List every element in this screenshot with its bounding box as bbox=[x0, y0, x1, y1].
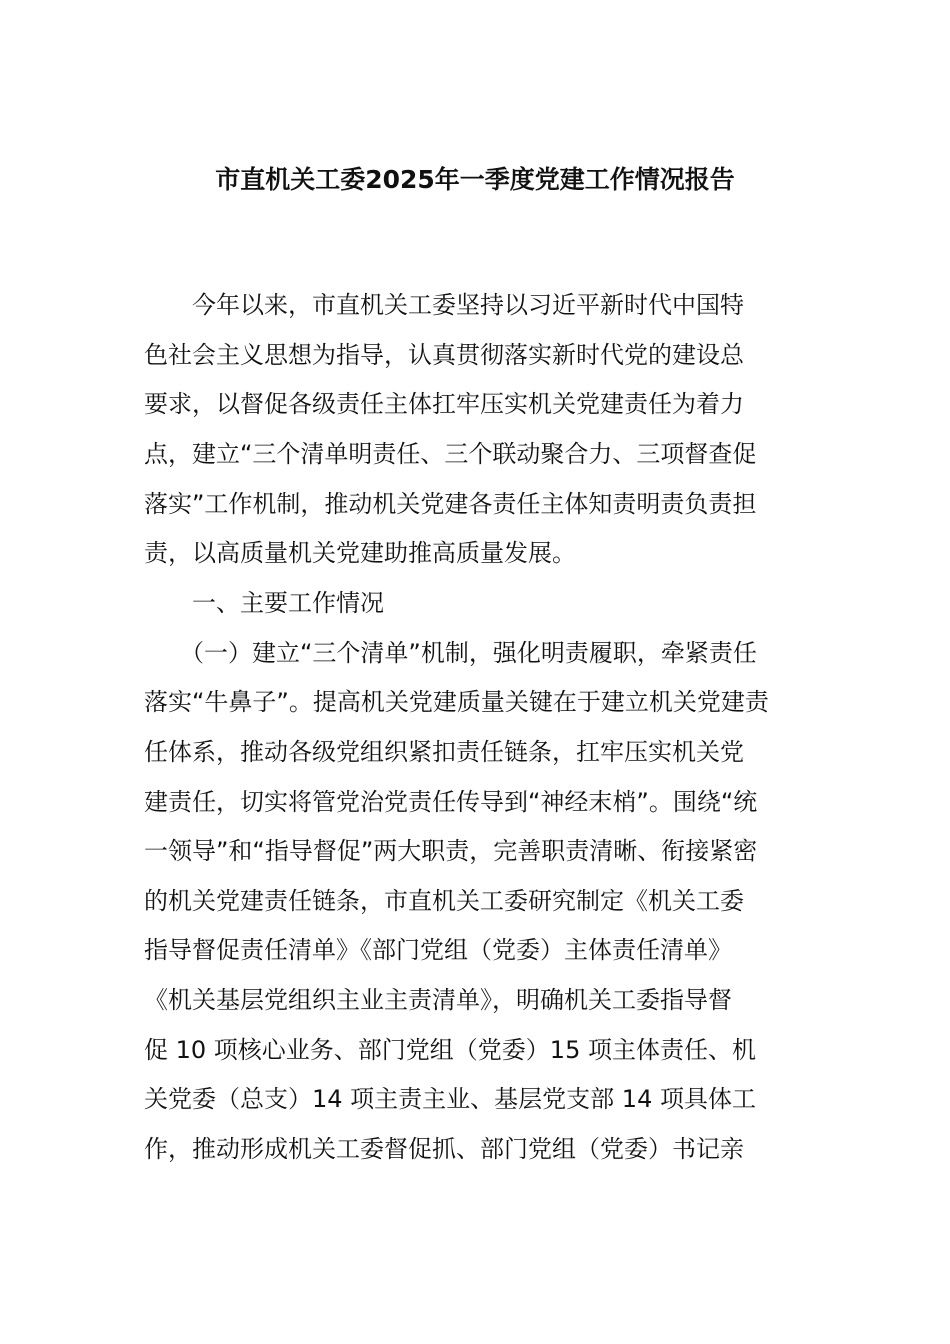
body-line: 落实“牛鼻子”。提高机关党建质量关键在于建立机关党建责 bbox=[144, 688, 769, 716]
body-line: 责，以高质量机关党建助推高质量发展。 bbox=[144, 539, 576, 567]
body-line: 一领导”和“指导督促”两大职责，完善职责清晰、衔接紧密 bbox=[144, 837, 758, 865]
body-line: 指导督促责任清单》《部门党组（党委）主体责任清单》 bbox=[144, 936, 732, 964]
section-heading: 一、主要工作情况 bbox=[144, 589, 384, 617]
body-line: 促 10 项核心业务、部门党组（党委）15 项主体责任、机 bbox=[144, 1036, 756, 1064]
body-line: 今年以来，市直机关工委坚持以习近平新时代中国特 bbox=[144, 291, 744, 319]
body-line: 的机关党建责任链条，市直机关工委研究制定《机关工委 bbox=[144, 887, 744, 915]
body-line: 建责任，切实将管党治党责任传导到“神经末梢”。围绕“统 bbox=[144, 788, 758, 816]
body-line: 关党委（总支）14 项主责主业、基层党支部 14 项具体工 bbox=[144, 1085, 756, 1113]
document-title: 市直机关工委2025年一季度党建工作情况报告 bbox=[215, 165, 735, 194]
body-line: 点，建立“三个清单明责任、三个联动聚合力、三项督查促 bbox=[144, 440, 757, 468]
body-line: 作，推动形成机关工委督促抓、部门党组（党委）书记亲 bbox=[144, 1135, 744, 1163]
body-line: 落实”工作机制，推动机关党建各责任主体知责明责负责担 bbox=[144, 490, 757, 518]
body-line: 任体系，推动各级党组织紧扣责任链条，扛牢压实机关党 bbox=[144, 738, 744, 766]
body-line: 要求，以督促各级责任主体扛牢压实机关党建责任为着力 bbox=[144, 390, 744, 418]
subsection-heading-line: （一）建立“三个清单”机制，强化明责履职，牵紧责任 bbox=[144, 639, 757, 667]
body-line: 色社会主义思想为指导，认真贯彻落实新时代党的建设总 bbox=[144, 341, 744, 369]
body-line: 《机关基层党组织主业主责清单》，明确机关工委指导督 bbox=[144, 986, 732, 1014]
